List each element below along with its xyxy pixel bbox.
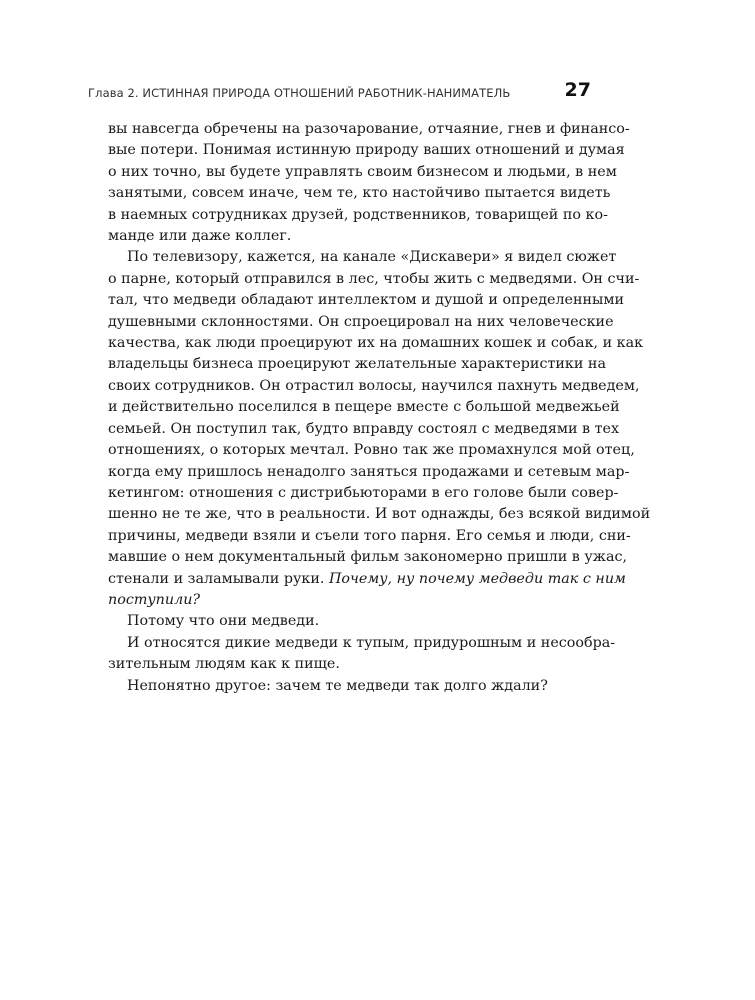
text-line: и действительно поселился в пещере вместе с большой медвежьей <box>108 399 620 416</box>
text-line: По телевизору, кажется, на канале «Дискавери» я видел сюжет <box>127 249 617 266</box>
text-line: мавшие о нем документальный фильм закономерно пришли в ужас, <box>108 549 628 566</box>
text-line: Непонятно другое: зачем те медведи так долго ждали? <box>127 677 548 694</box>
text-line: о парне, который отправился в лес, чтобы жить с медведями. Он счи- <box>108 270 640 287</box>
text-line: шенно не те же, что в реальности. И вот однажды, без всякой видимой <box>108 506 651 523</box>
text-line: отношениях, о которых мечтал. Ровно так же промахнулся мой отец, <box>108 442 635 459</box>
text-line: занятыми, совсем иначе, чем те, кто настойчиво пытается видеть <box>108 185 611 202</box>
body-text <box>108 119 651 697</box>
text-line: душевными склонностями. Он спроецировал на них человеческие <box>108 313 614 330</box>
text-line: качества, как люди проецируют их на домашних кошек и собак, и как <box>108 335 644 352</box>
text-line: причины, медведи взяли и съели того парня. Его семья и люди, сни- <box>108 527 631 544</box>
text-line: вые потери. Понимая истинную природу ваших отношений и думая <box>108 142 625 159</box>
text-line: Потому что они медведи. <box>127 613 320 630</box>
text-line: когда ему пришлось ненадолго заняться продажами и сетевым мар- <box>108 463 630 480</box>
text-line: о них точно, вы будете управлять своим бизнесом и людьми, в нем <box>108 163 617 180</box>
page-number: 27 <box>564 79 591 101</box>
text-line: кетингом: отношения с дистрибьюторами в его голове были совер- <box>108 484 619 501</box>
text-line: манде или даже коллег. <box>108 228 292 245</box>
text-line: семьей. Он поступил так, будто вправду состоял с медведями в тех <box>108 420 620 437</box>
text-line: тал, что медведи обладают интеллектом и душой и определенными <box>108 292 625 309</box>
italic-text: Почему, ну почему медведи так с ним <box>328 570 626 587</box>
text-line: в наемных сотрудниках друзей, родственников, товарищей по ко- <box>108 206 608 223</box>
text-line: своих сотрудников. Он отрастил волосы, научился пахнуть медведем, <box>108 377 640 394</box>
text-line: И относятся дикие медведи к тупым, придурошным и несообра- <box>127 634 616 651</box>
text-line <box>108 569 626 590</box>
text-fragment: стенали и заламывали руки. <box>108 570 329 587</box>
text-line: вы навсегда обречены на разочарование, отчаяние, гнев и финансо- <box>108 121 630 137</box>
running-head: Глава 2. ИСТИННАЯ ПРИРОДА ОТНОШЕНИЙ РАБОТНИК-НАНИМАТЕЛЬ <box>88 86 511 100</box>
text-line: зительным людям как к пище. <box>108 656 340 673</box>
text-line: владельцы бизнеса проецируют желательные характеристики на <box>108 356 606 373</box>
italic-text-line: поступили? <box>108 591 201 608</box>
